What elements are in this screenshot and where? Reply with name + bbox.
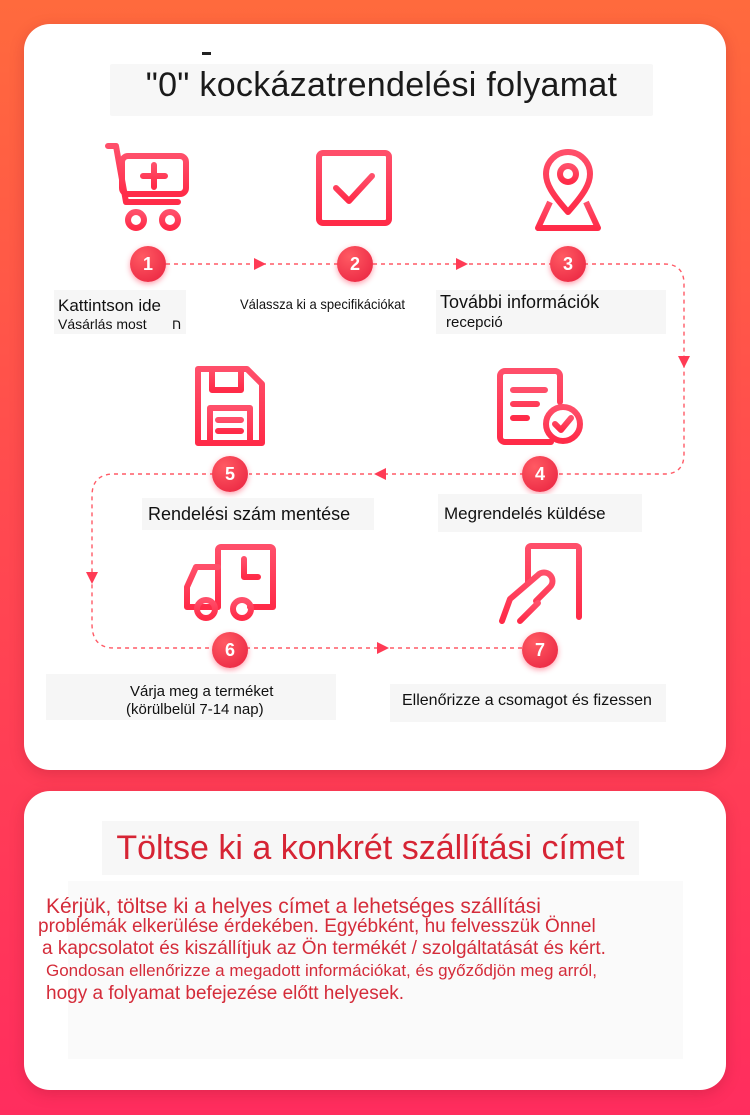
step-6-sublabel: (körülbelül 7-14 nap) bbox=[126, 701, 264, 718]
address-line-3: a kapcsolatot és kiszállítjuk az Ön termékét / szolgáltatását és kért. bbox=[42, 938, 606, 959]
step-7-badge: 7 bbox=[522, 632, 558, 668]
package-inspect-icon bbox=[498, 543, 582, 625]
address-line-5: hogy a folyamat befejezése előtt helyesek. bbox=[46, 983, 405, 1004]
step-4-label: Megrendelés küldése bbox=[444, 504, 606, 523]
location-pin-icon bbox=[532, 150, 604, 232]
step-1-sublabel: Vásárlás most bbox=[58, 316, 147, 332]
step-2-label: Válassza ki a specifikációkat bbox=[240, 296, 406, 312]
address-line-4: Gondosan ellenőrizze a megadott információkat, és győződjön meg arról, bbox=[46, 961, 597, 980]
step-2-badge: 2 bbox=[337, 246, 373, 282]
step-3-label: További információk bbox=[440, 292, 600, 312]
address-line-2: problémák elkerülése érdekében. Egyébként, hu felvesszük Önnel bbox=[38, 916, 596, 937]
address-line-1: Kérjük, töltse ki a helyes címet a lehetséges szállítási bbox=[46, 895, 541, 918]
delivery-truck-icon bbox=[184, 545, 276, 623]
step-3-badge: 3 bbox=[550, 246, 586, 282]
order-process-card bbox=[24, 24, 726, 770]
step-5-badge: 5 bbox=[212, 456, 248, 492]
checkbox-icon bbox=[316, 150, 392, 226]
step-1-cursor-mark: ח bbox=[172, 316, 182, 332]
title-dot bbox=[202, 52, 211, 55]
document-check-icon bbox=[497, 368, 585, 446]
flow-path bbox=[24, 24, 726, 770]
shipping-address-card bbox=[24, 791, 726, 1090]
step-1-badge: 1 bbox=[130, 246, 166, 282]
address-title: Töltse ki a konkrét szállítási címet bbox=[116, 829, 625, 867]
step-5-label: Rendelési szám mentése bbox=[148, 504, 351, 524]
step-3-sublabel: recepció bbox=[446, 314, 503, 331]
cart-plus-icon bbox=[106, 142, 190, 234]
step-4-badge: 4 bbox=[522, 456, 558, 492]
step-7-label: Ellenőrizze a csomagot és fizessen bbox=[402, 692, 652, 709]
page-title: "0" kockázatrendelési folyamat bbox=[145, 66, 618, 104]
step-6-badge: 6 bbox=[212, 632, 248, 668]
save-icon bbox=[195, 366, 265, 446]
step-6-label: Várja meg a terméket bbox=[130, 683, 274, 700]
step-1-label: Kattintson ide bbox=[58, 296, 162, 315]
